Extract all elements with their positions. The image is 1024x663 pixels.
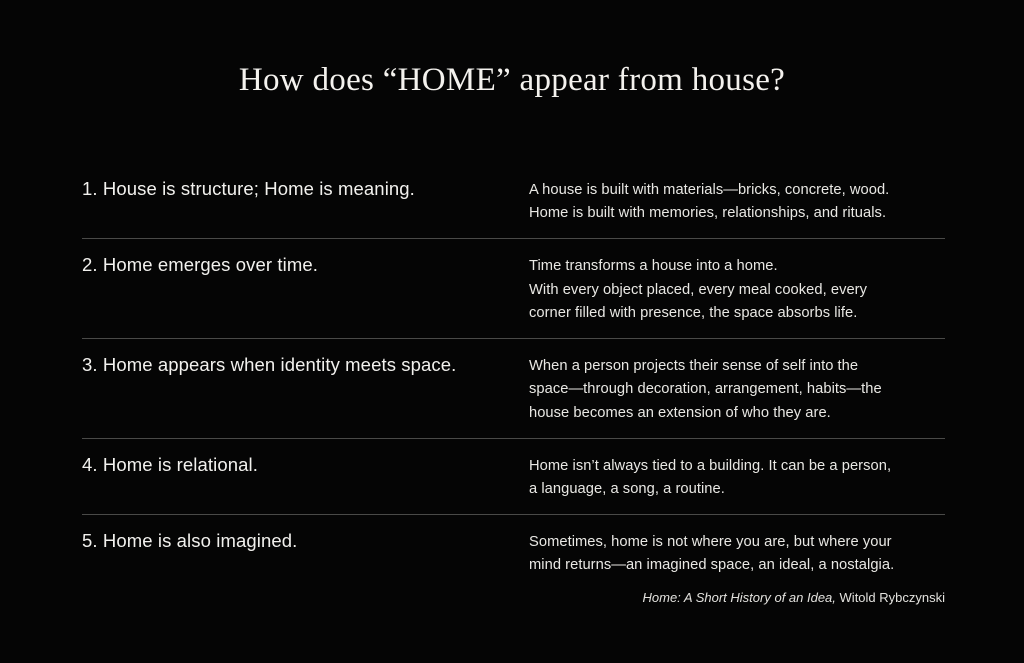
- point-body-line: a language, a song, a routine.: [529, 480, 725, 497]
- point-body-line: Home isn’t always tied to a building. It can be a person,: [529, 457, 892, 474]
- list-item: [82, 339, 945, 439]
- point-body-line: Home is built with memories, relationships, and rituals.: [529, 205, 887, 222]
- point-heading: 4. Home is relational.: [82, 453, 258, 475]
- point-body-line: house becomes an extension of who they are.: [529, 404, 831, 421]
- list-item: [82, 163, 945, 239]
- points-list: [82, 163, 945, 591]
- list-item: [82, 515, 945, 590]
- list-item: [82, 239, 945, 339]
- point-body: [529, 253, 945, 325]
- point-heading: 3. Home appears when identity meets space.: [82, 354, 457, 376]
- list-item: [82, 439, 945, 515]
- point-body: [529, 177, 945, 225]
- point-body-line: When a person projects their sense of self into the: [529, 358, 859, 375]
- citation-author: Witold Rybczynski: [839, 590, 945, 605]
- point-heading: 2. Home emerges over time.: [82, 254, 318, 276]
- point-body: [529, 453, 945, 501]
- point-body-line: corner filled with presence, the space absorbs life.: [529, 304, 858, 321]
- point-body-line: space—through decoration, arrangement, habits—the: [529, 381, 882, 398]
- page-title: How does “HOME” appear from house?: [238, 62, 786, 98]
- point-heading: 1. House is structure; Home is meaning.: [82, 178, 415, 199]
- source-citation: [82, 590, 945, 605]
- point-body-line: Sometimes, home is not where you are, but where your: [529, 534, 892, 551]
- point-heading: 5. Home is also imagined.: [82, 530, 298, 552]
- point-body-line: A house is built with materials—bricks, concrete, wood.: [529, 182, 890, 198]
- point-body: [529, 529, 945, 577]
- point-body-line: With every object placed, every meal cooked, every: [529, 281, 868, 298]
- point-body-line: mind returns—an imagined space, an ideal, a nostalgia.: [529, 557, 895, 574]
- point-body-line: Time transforms a house into a home.: [529, 258, 778, 275]
- point-body: [529, 353, 945, 425]
- citation-work: Home: A Short History of an Idea,: [642, 590, 836, 605]
